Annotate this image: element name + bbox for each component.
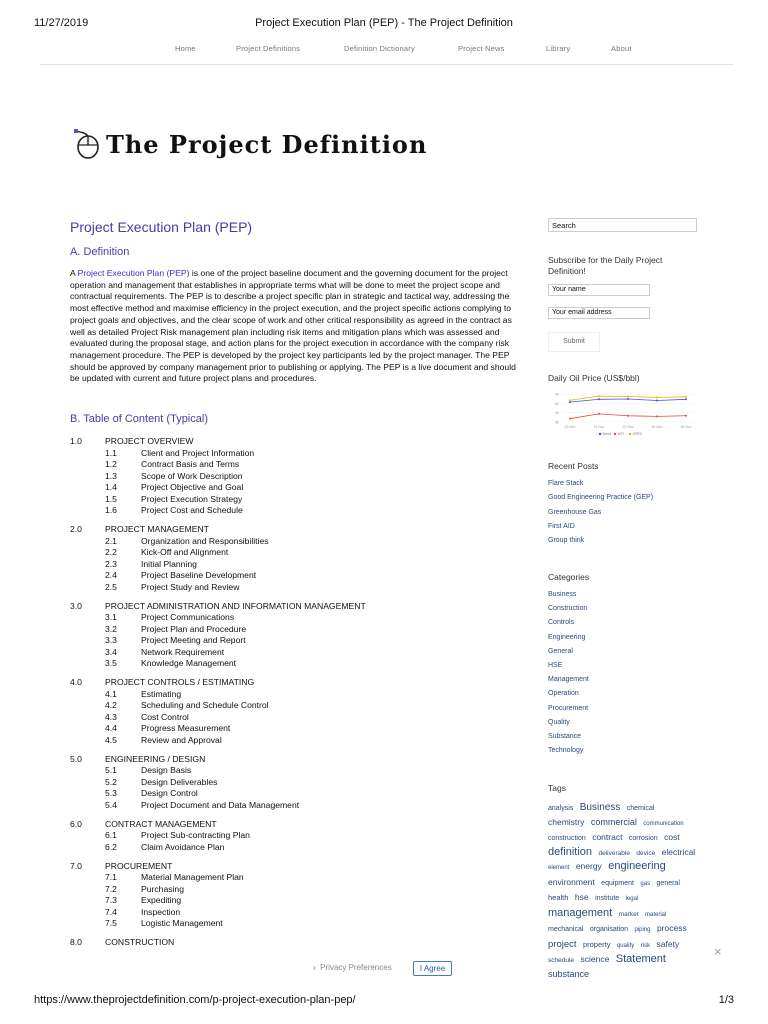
toc-item-title: Project Document and Data Management: [141, 799, 300, 810]
toc-item-title: Project Plan and Procedure: [141, 623, 247, 634]
tag-link[interactable]: schedule: [548, 957, 575, 964]
toc-item-number: 3.1: [105, 612, 117, 622]
toc-item-number: 7.1: [105, 872, 117, 882]
tag-link[interactable]: communication: [643, 820, 684, 827]
para-prefix: A: [70, 268, 78, 278]
tag-link[interactable]: piping: [634, 927, 651, 933]
toc-item-title: Scope of Work Description: [141, 470, 243, 481]
x-tick-label: 25 Nov: [651, 425, 663, 429]
tag-link[interactable]: material: [645, 911, 667, 918]
submit-button[interactable]: Submit: [548, 332, 600, 352]
name-field[interactable]: Your name: [548, 284, 650, 296]
definition-paragraph: [70, 268, 522, 385]
tag-link[interactable]: risk: [640, 942, 651, 949]
toc-item-title: Client and Project Information: [141, 447, 255, 458]
x-tick-label: 20 Nov: [564, 425, 576, 429]
toc-item-number: 4.1: [105, 688, 117, 699]
toc-item-title: Design Control: [141, 788, 198, 798]
tag-link[interactable]: hse: [574, 892, 589, 902]
tag-link[interactable]: chemistry: [548, 816, 585, 827]
tag-link[interactable]: element: [548, 865, 570, 871]
data-point: [656, 396, 658, 398]
mouse-icon: [72, 129, 100, 159]
toc-section-number: 8.0: [70, 937, 82, 947]
toc-item-title: Inspection: [141, 906, 181, 917]
recent-post-link[interactable]: Flare Stack: [548, 480, 584, 487]
toc-section-title: PROCUREMENT: [105, 860, 173, 871]
category-link[interactable]: Engineering: [548, 633, 586, 641]
toc-item-title: Knowledge Management: [141, 658, 237, 668]
tag-link[interactable]: legal: [625, 896, 639, 902]
data-point: [627, 415, 629, 417]
toc-item-number: 5.3: [105, 788, 117, 798]
data-point: [627, 398, 629, 400]
toc-item-title: Project Meeting and Report: [141, 635, 246, 645]
print-date: 11/27/2019: [34, 17, 89, 29]
x-tick-label: 26 Nov: [680, 425, 692, 429]
toc-item-title: Design Basis: [141, 765, 192, 775]
tag-link[interactable]: energy: [575, 861, 602, 871]
category-link[interactable]: Operation: [548, 690, 579, 698]
recent-post-link[interactable]: First AID: [548, 522, 575, 530]
toc-section-title: CONSTRUCTION: [105, 937, 175, 947]
tag-link[interactable]: cost: [664, 832, 680, 842]
toc-item-title: Progress Measurement: [141, 723, 231, 733]
toc-item-number: 2.5: [105, 581, 117, 592]
toc-item-number: 1.6: [105, 505, 117, 515]
toc-section-title: PROJECT CONTROLS / ESTIMATING: [105, 677, 255, 687]
toc-item-number: 5.2: [105, 776, 117, 787]
section-toc-heading: B. Table of Content (Typical): [70, 413, 208, 425]
toc-item-number: 7.5: [105, 918, 117, 928]
toc-item-number: 7.4: [105, 906, 117, 917]
category-link[interactable]: Procurement: [548, 704, 589, 712]
oil-price-chart: [548, 390, 698, 438]
category-link[interactable]: General: [548, 647, 573, 655]
nav-item-about[interactable]: About: [611, 44, 632, 53]
email-field[interactable]: Your email address: [548, 307, 650, 319]
print-title: Project Execution Plan (PEP) - The Project Definition: [255, 17, 513, 29]
recent-posts-heading: Recent Posts: [548, 461, 599, 471]
section-definition-heading: A. Definition: [70, 246, 130, 258]
nav-item-project-news[interactable]: Project News: [458, 44, 505, 53]
tag-link[interactable]: device: [636, 849, 656, 857]
tag-link[interactable]: market: [618, 910, 639, 918]
x-tick-label: 22 Nov: [622, 425, 634, 429]
category-link[interactable]: HSE: [548, 662, 563, 669]
pep-link[interactable]: Project Execution Plan (PEP): [77, 268, 190, 278]
category-link[interactable]: Quality: [548, 718, 570, 726]
data-point: [656, 400, 658, 402]
tag-link[interactable]: safety: [656, 938, 680, 949]
toc-item-number: 2.4: [105, 570, 117, 580]
legend-label: OPEC: [632, 432, 643, 437]
toc-item-number: 3.5: [105, 658, 117, 668]
legend-marker: [614, 433, 616, 435]
tag-link[interactable]: project: [548, 938, 577, 950]
legend-label: Brent: [602, 432, 611, 437]
toc-item-number: 1.3: [105, 470, 117, 481]
toc-item-title: Cost Control: [141, 711, 189, 722]
data-point: [598, 413, 600, 415]
toc-item-title: Project Baseline Development: [141, 570, 257, 580]
toc-section-title: PROJECT MANAGEMENT: [105, 524, 209, 534]
toc-item-number: 3.3: [105, 635, 117, 645]
toc-item-number: 1.2: [105, 459, 117, 469]
toc-item-number: 6.2: [105, 841, 117, 852]
toc-item-number: 4.2: [105, 700, 117, 710]
toc-item-number: 4.3: [105, 711, 117, 722]
toc-item-number: 7.2: [105, 883, 117, 894]
oil-price-heading: Daily Oil Price (US$/bbl): [548, 373, 640, 383]
toc-item-title: Design Deliverables: [141, 776, 218, 787]
privacy-preferences-link[interactable]: [313, 963, 392, 972]
toc-item-number: 6.1: [105, 830, 117, 840]
data-point: [685, 398, 687, 400]
toc-item-title: Project Objective and Goal: [141, 482, 244, 492]
toc-item-number: 7.3: [105, 895, 117, 905]
y-tick-label: 62: [555, 401, 559, 406]
tag-cloud: [548, 800, 698, 980]
tag-link[interactable]: equipment: [601, 879, 634, 887]
legend-marker: [629, 433, 631, 435]
privacy-label: Privacy Preferences: [320, 963, 392, 972]
toc-section-title: ENGINEERING / DESIGN: [105, 753, 206, 764]
toc-item-number: 3.2: [105, 623, 117, 634]
toc-item-title: Project Cost and Schedule: [141, 505, 243, 515]
data-point: [598, 398, 600, 400]
toc-item-title: Project Execution Strategy: [141, 493, 243, 504]
recent-post-link[interactable]: Greenhouse Gas: [548, 508, 602, 516]
toc-item-number: 1.5: [105, 493, 117, 504]
tag-link[interactable]: general: [656, 879, 680, 887]
print-page-number: 1/3: [718, 994, 734, 1006]
toc-item-title: Expediting: [141, 895, 182, 905]
toc-item-title: Network Requirement: [141, 646, 225, 657]
toc-item-title: Material Management Plan: [141, 872, 244, 882]
toc-section-number: 6.0: [70, 818, 82, 829]
tag-link[interactable]: definition: [548, 845, 593, 858]
tag-link[interactable]: organisation: [589, 926, 629, 933]
tags-heading: Tags: [548, 783, 566, 793]
tag-link[interactable]: health: [548, 893, 569, 902]
toc-item-number: 2.3: [105, 558, 117, 569]
category-link[interactable]: Technology: [548, 747, 584, 755]
legend-label: WTI: [617, 432, 624, 437]
tag-link[interactable]: quality: [616, 942, 635, 949]
x-tick-label: 21 Nov: [593, 425, 605, 429]
agree-button[interactable]: I Agree: [413, 961, 452, 976]
tag-link[interactable]: electrical: [661, 846, 696, 857]
data-point: [569, 401, 571, 403]
category-link[interactable]: Construction: [548, 605, 588, 613]
toc-item-title: Project Communications: [141, 612, 235, 622]
toc-item-number: 1.4: [105, 482, 117, 492]
toc-section-title: CONTRACT MANAGEMENT: [105, 818, 217, 829]
toc-item-title: Logistic Management: [141, 918, 223, 928]
toc-section-number: 4.0: [70, 677, 82, 687]
tag-link[interactable]: Business: [579, 802, 621, 813]
recent-post-link[interactable]: Good Engineering Practice (GEP): [548, 494, 654, 502]
toc-item-title: Purchasing: [141, 883, 184, 894]
tag-link[interactable]: environment: [548, 876, 595, 887]
category-link[interactable]: Substance: [548, 733, 582, 740]
tag-link[interactable]: substance: [548, 968, 590, 979]
toc-item-title: Estimating: [141, 688, 182, 699]
toc-item-title: Initial Planning: [141, 558, 197, 569]
tag-link[interactable]: science: [580, 954, 610, 964]
tag-link[interactable]: commercial: [590, 816, 637, 827]
toc-item-title: Project Sub-contracting Plan: [141, 830, 250, 840]
toc-item-number: 1.1: [105, 447, 117, 458]
toc-item-number: 4.5: [105, 734, 117, 745]
toc-item-number: 4.4: [105, 723, 117, 733]
site-logo-text[interactable]: The Project Definition: [106, 130, 428, 159]
data-point: [569, 418, 571, 420]
toc-item-number: 5.4: [105, 799, 117, 810]
categories-heading: Categories: [548, 572, 590, 582]
tag-link[interactable]: corrosion: [628, 835, 658, 842]
toc-item-title: Scheduling and Schedule Control: [141, 700, 269, 710]
close-icon[interactable]: ×: [714, 944, 722, 959]
tag-link[interactable]: property: [582, 939, 611, 949]
legend-marker: [599, 433, 601, 435]
category-link[interactable]: Controls: [548, 619, 575, 627]
toc-item-title: Review and Approval: [141, 734, 222, 745]
chevron-right-icon: ›: [313, 963, 316, 972]
toc-section-title: PROJECT ADMINISTRATION AND INFORMATION MANAGEMENT: [105, 600, 366, 611]
page-title: Project Execution Plan (PEP): [70, 219, 253, 235]
toc-item-number: 3.4: [105, 646, 117, 657]
data-point: [685, 396, 687, 398]
tag-link[interactable]: chemical: [626, 805, 655, 812]
data-point: [627, 395, 629, 397]
toc-item-number: 2.1: [105, 535, 117, 546]
data-point: [685, 415, 687, 417]
tag-link[interactable]: engineering: [608, 860, 666, 872]
tag-link[interactable]: process: [656, 923, 687, 933]
toc-section-number: 3.0: [70, 600, 82, 611]
toc-item-title: Organization and Responsibilities: [141, 535, 269, 546]
toc-item-title: Kick-Off and Alignment: [141, 547, 229, 557]
search-input[interactable]: Search: [548, 218, 697, 232]
y-tick-label: 59: [555, 411, 559, 416]
toc-section-number: 2.0: [70, 524, 82, 534]
para-body: is one of the project baseline document and the governing document for the project operation and management that establishes in appropriate terms what will be done to meet the project scope and contractual requirements. The PEP is to describe a project specific plan in strategic and tactical way, addressing the most effective method and maximise efficiency in the project execution, and the project specific actions complying to project goals and objectives, and the clear scope of work and other critical responsibility as agreed in the contract as well as detailed Project Risk management plan including risk items and mitigation plans which was assessed and evaluated during the proposal stage, and action plans for the project execution in accordance with the company risk management procedure. The PEP is developed by the project key participants led by the project manager. The PEP should be approved by company management prior to publishing or applying. The PEP is a live document and should be updated with current and future project plans and procedures.: [70, 268, 516, 384]
toc-item-number: 5.1: [105, 765, 117, 775]
top-nav: [40, 44, 733, 65]
toc-item-number: 2.2: [105, 547, 117, 557]
y-tick-label: 65: [555, 392, 559, 397]
subscribe-text: Subscribe for the Daily Project Definition!: [548, 255, 663, 276]
print-url: https://www.theprojectdefinition.com/p-project-execution-plan-pep/: [34, 994, 356, 1006]
nav-item-project-definitions[interactable]: Project Definitions: [236, 44, 301, 53]
data-point: [656, 415, 658, 417]
nav-item-definition-dictionary[interactable]: Definition Dictionary: [344, 44, 415, 53]
toc-item-title: Claim Avoidance Plan: [141, 841, 225, 852]
category-link[interactable]: Management: [548, 676, 589, 684]
tag-link[interactable]: analysis: [548, 805, 574, 812]
tag-link[interactable]: deliverable: [598, 849, 630, 857]
data-point: [569, 399, 571, 401]
toc-item-title: Contract Basis and Terms: [141, 459, 240, 469]
recent-post-link[interactable]: Group think: [548, 537, 585, 545]
tag-link[interactable]: gas: [640, 880, 651, 887]
nav-item-library[interactable]: Library: [546, 44, 571, 53]
toc-section-number: 1.0: [70, 436, 82, 446]
toc-section-number: 5.0: [70, 753, 82, 764]
toc-item-title: Project Study and Review: [141, 581, 240, 592]
data-point: [598, 395, 600, 397]
category-link[interactable]: Business: [548, 591, 577, 598]
y-tick-label: 56: [555, 420, 559, 425]
tag-link[interactable]: institute: [595, 895, 620, 902]
nav-item-home[interactable]: Home: [175, 44, 196, 53]
tag-link[interactable]: construction: [548, 835, 586, 842]
tag-link[interactable]: Statement: [615, 953, 666, 965]
tag-link[interactable]: management: [548, 906, 613, 919]
tag-link[interactable]: contract: [592, 832, 623, 842]
toc-section-number: 7.0: [70, 860, 82, 871]
tag-link[interactable]: mechanical: [548, 926, 584, 933]
toc-section-title: PROJECT OVERVIEW: [105, 436, 194, 446]
